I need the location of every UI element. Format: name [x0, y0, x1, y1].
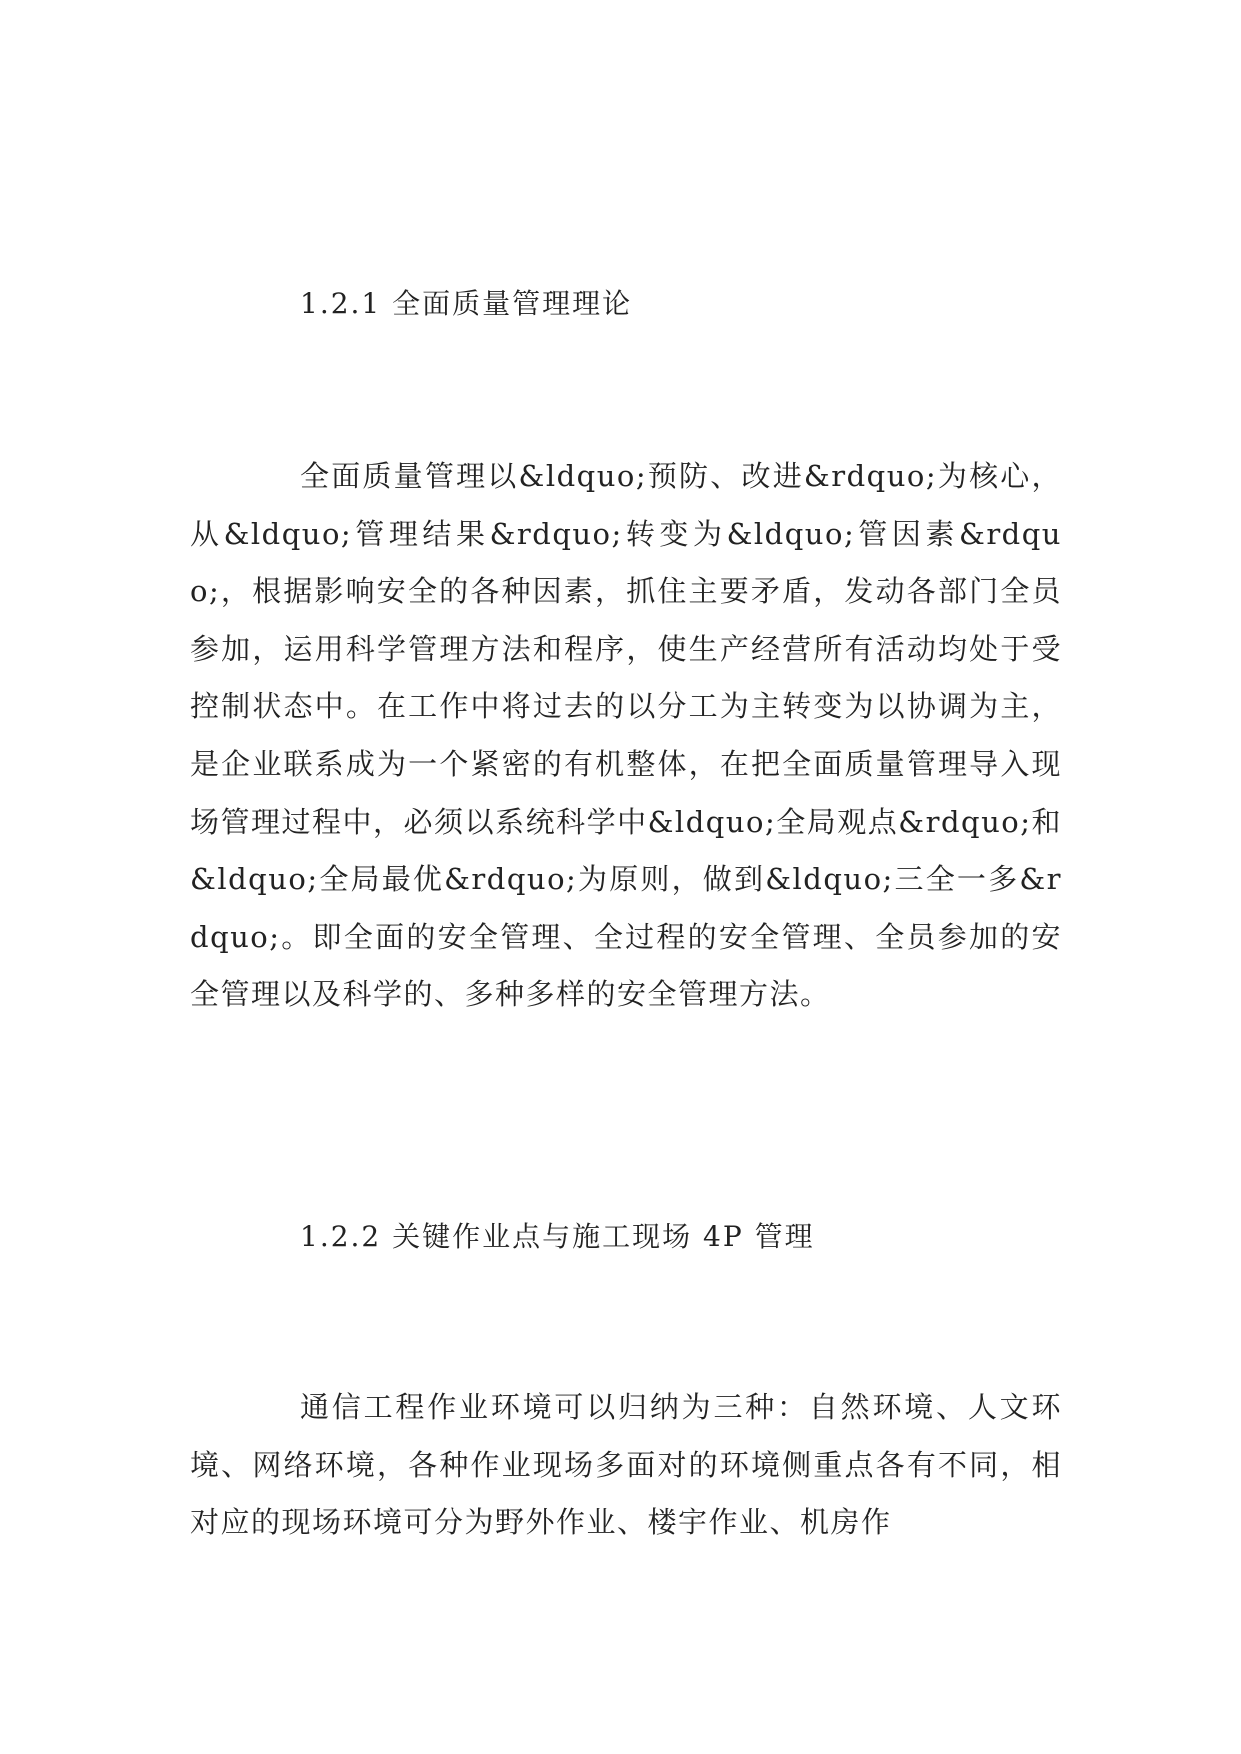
section-heading-1-2-1: 1.2.1 全面质量管理理论 [300, 287, 633, 320]
section-heading-1-2-2: 1.2.2 关键作业点与施工现场 4P 管理 [300, 1220, 815, 1253]
section-paragraph-1-2-1: 全面质量管理以&ldquo;预防、改进&rdquo;为核心，从&ldquo;管理结果&rdquo;转变为&ldquo;管因素&rdquo;，根据影响安全的各种因素，抓住主要矛盾，发动各部门全员参加，运用科学管理方法和程序，使生产经营所有活动均处于受控制状态中。在工作中将过去的以分工为主转变为以协调为主，是企业联系成为一个紧密的有机整体，在把全面质量管理导入现场管理过程中，必须以系统科学中&ldquo;全局观点&rdquo;和&ldquo;全局最优&rdquo;为原则，做到&ldquo;三全一多&rdquo;。即全面的安全管理、全过程的安全管理、全员参加的安全管理以及科学的、多种多样的安全管理方法。 [190, 459, 1062, 1012]
section-paragraph-1-2-2: 通信工程作业环境可以归纳为三种：自然环境、人文环境、网络环境，各种作业现场多面对的环境侧重点各有不同，相对应的现场环境可分为野外作业、楼宇作业、机房作 [190, 1390, 1062, 1540]
